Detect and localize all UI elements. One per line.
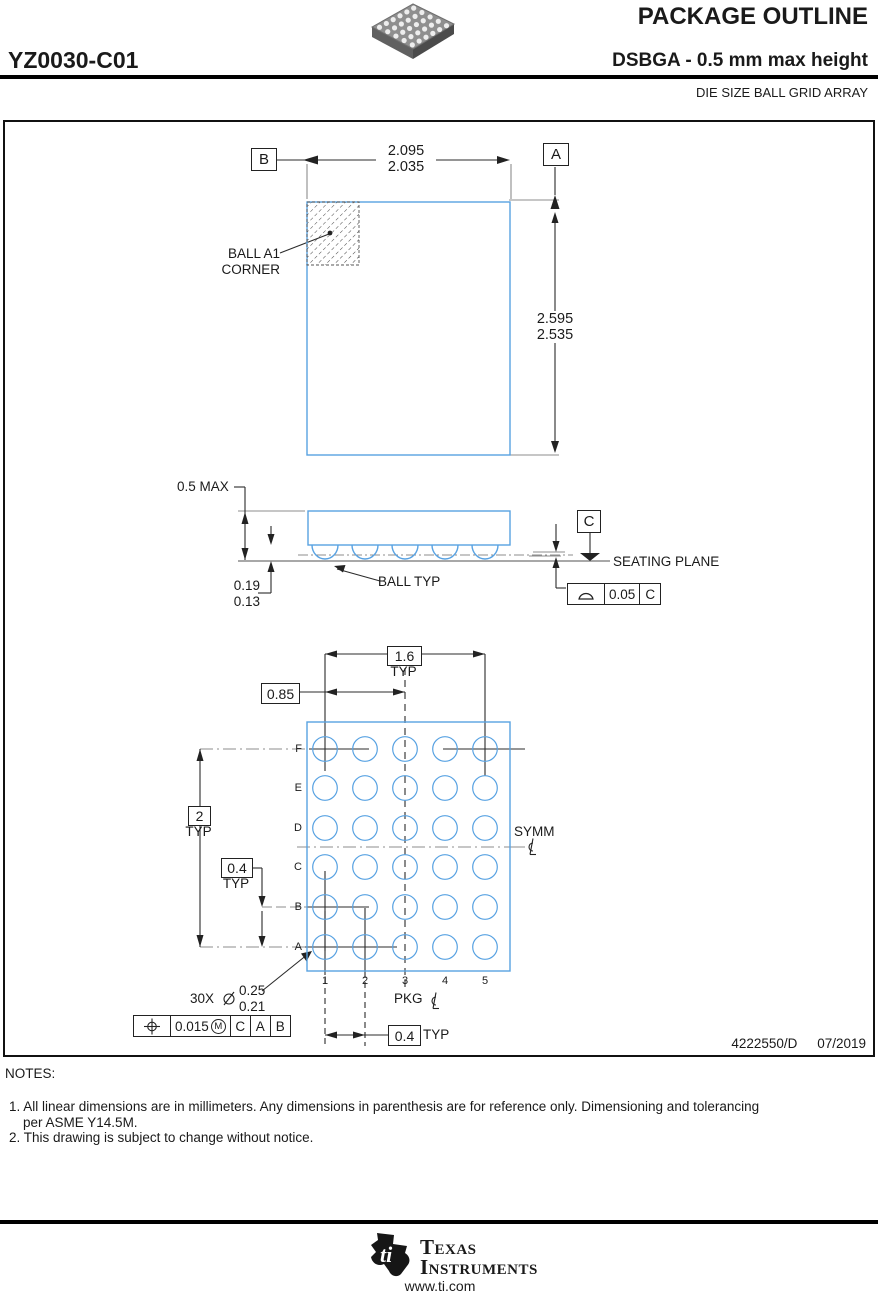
row-label-b: B (294, 901, 302, 913)
symm-label: SYMM (514, 824, 555, 839)
row-label-e: E (294, 782, 302, 794)
row-offset-box: 0.4 (221, 858, 253, 878)
profile-value-cell: 0.05 (604, 584, 639, 604)
datum-b-box (251, 148, 277, 171)
package-subtitle: DIE SIZE BALL GRID ARRAY (696, 85, 868, 100)
position-datum2-cell: A (250, 1016, 270, 1036)
pitch-dim-box: 1.6 (387, 646, 422, 666)
datum-b-label: B (258, 151, 269, 168)
document-number (560, 1036, 866, 1051)
profile-of-surface-icon (576, 588, 596, 601)
doc-date-text: 07/2019 (817, 1036, 866, 1051)
brand-name-bottom: Instruments (420, 1255, 538, 1279)
datum-c-label: C (583, 513, 595, 530)
position-tolerance-frame (133, 1015, 291, 1037)
half-pitch-box: 0.85 (261, 683, 300, 704)
datum-c-box (577, 510, 601, 533)
width-dimension: 2.095 2.035 (376, 143, 436, 175)
ball-diameter-dimension: 0.25 0.21 (239, 983, 266, 1014)
profile-datum-cell: C (639, 584, 660, 604)
row-label-c: C (294, 861, 302, 873)
pitch-typ-label: TYP (390, 664, 417, 679)
datum-a-box (543, 143, 569, 166)
chip-3d-illustration (366, 0, 458, 62)
row-label-a: A (294, 941, 302, 953)
datum-a-label: A (550, 146, 561, 163)
row-offset-typ: TYP (222, 876, 250, 891)
note-1-line-1: 1. All linear dimensions are in millimeters. Any dimensions in parenthesis are for reference only. Dimensioning and tolerancing (9, 1099, 760, 1114)
pkg-label: PKG (394, 991, 423, 1006)
col-label-1: 1 (321, 975, 329, 987)
centerline-icon (427, 992, 441, 1010)
notes-heading: NOTES: (5, 1066, 56, 1081)
col-label-3: 3 (401, 975, 409, 987)
height-dimension: 2.595 2.535 (527, 311, 583, 343)
doc-number-text: 4222550/D (731, 1036, 798, 1051)
ball-typ-label: BALL TYP (378, 574, 441, 589)
package-type: DSBGA - 0.5 mm max height (612, 50, 868, 71)
profile-symbol-cell (568, 584, 604, 604)
ball-height-dimension: 0.19 0.13 (233, 578, 260, 609)
note-2: 2. This drawing is subject to change without notice. (9, 1130, 314, 1145)
footer-rule (0, 1220, 878, 1224)
position-value-cell: 0.015 M (170, 1016, 230, 1036)
ball-a1-corner-label: BALL A1 CORNER (221, 246, 280, 277)
row-label-f: F (295, 743, 302, 755)
note-1-line-2: per ASME Y14.5M. (23, 1115, 138, 1130)
true-position-icon (142, 1018, 162, 1035)
position-datum1-cell: C (230, 1016, 250, 1036)
row-span-box: 2 (188, 806, 211, 826)
col-label-5: 5 (481, 975, 489, 987)
ti-logo-text: ti (380, 1242, 393, 1267)
profile-tolerance-frame (567, 583, 661, 605)
part-number: YZ0030-C01 (8, 47, 139, 73)
position-datum3-cell: B (270, 1016, 290, 1036)
row-span-typ: TYP (185, 824, 212, 839)
centerline-icon (524, 838, 538, 856)
page-title: PACKAGE OUTLINE (637, 3, 868, 30)
col-label-4: 4 (441, 975, 449, 987)
col-label-2: 2 (361, 975, 369, 987)
website-link[interactable]: www.ti.com (404, 1278, 476, 1294)
diameter-icon (221, 989, 237, 1008)
seating-plane-label: SEATING PLANE (613, 554, 720, 569)
mmc-modifier: M (211, 1019, 226, 1034)
ball-a1-hatch (307, 202, 359, 265)
position-symbol-cell (134, 1016, 170, 1036)
header-rule (0, 75, 878, 79)
brand-name-top: Texas (420, 1235, 477, 1259)
col-offset-typ: TYP (423, 1027, 450, 1042)
ti-logo-icon (362, 1231, 412, 1279)
row-label-d: D (294, 822, 302, 834)
col-offset-box: 0.4 (388, 1025, 421, 1046)
ball-count-label: 30X (190, 991, 215, 1006)
max-height-label: 0.5 MAX (177, 479, 229, 494)
